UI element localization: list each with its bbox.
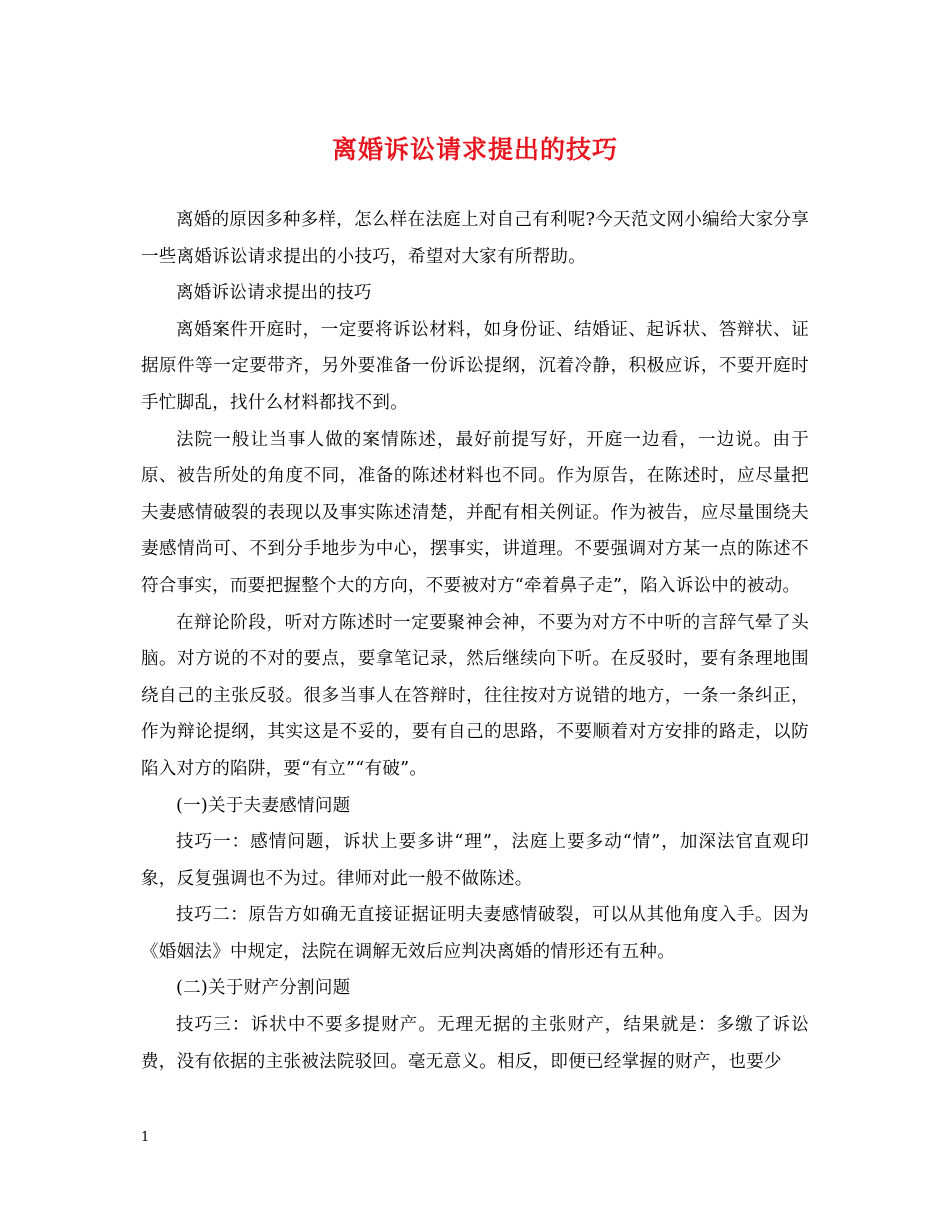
paragraph-debate: 在辩论阶段，听对方陈述时一定要聚神会神，不要为对方不中听的言辞气晕了头脑。对方说的不对的要点，要拿笔记录，然后继续向下听。在反驳时，要有条理地围绕自己的主张反驳。很多当事人在答辩时，往往按对方说错的地方，一条一条纠正，作为辩论提纲，其实这是不妥的，要有自己的思路，不要顺着对方安排的路走，以防陷入对方的陷阱，要“有立”“有破”。	[141, 612, 809, 779]
document-title: 离婚诉讼请求提出的技巧	[331, 135, 618, 164]
paragraph-tip-three: 技巧三：诉状中不要多提财产。无理无据的主张财产，结果就是：多缴了诉讼费，没有依据的主张被法院驳回。毫无意义。相反，即便已经掌握的财产，也要少	[141, 1015, 809, 1072]
section-heading-emotion: (一)关于夫妻感情问题	[176, 795, 351, 816]
document-body	[141, 202, 809, 1080]
paragraph-materials: 离婚案件开庭时，一定要将诉讼材料，如身份证、结婚证、起诉状、答辩状、证据原件等一定要带齐，另外要准备一份诉讼提纲，沉着冷静，积极应诉，不要开庭时手忙脚乱，找什么材料都找不到。	[141, 319, 809, 413]
paragraph-tip-one: 技巧一：感情问题，诉状上要多讲“理”，法庭上要多动“情”，加深法官直观印象，反复强调也不为过。律师对此一般不做陈述。	[141, 832, 809, 889]
page-number: 1	[141, 1130, 150, 1145]
paragraph-subtitle: 离婚诉讼请求提出的技巧	[176, 283, 372, 304]
paragraph-intro: 离婚的原因多种多样，怎么样在法庭上对自己有利呢?今天范文网小编给大家分享一些离婚诉讼请求提出的小技巧，希望对大家有所帮助。	[141, 210, 809, 267]
paragraph-statement: 法院一般让当事人做的案情陈述，最好前提写好，开庭一边看，一边说。由于原、被告所处的角度不同，准备的陈述材料也不同。作为原告，在陈述时，应尽量把夫妻感情破裂的表现以及事实陈述清楚，并配有相关例证。作为被告，应尽量围绕夫妻感情尚可、不到分手地步为中心，摆事实，讲道理。不要强调对方某一点的陈述不符合事实，而要把握整个大的方向，不要被对方“牵着鼻子走”，陷入诉讼中的被动。	[141, 429, 809, 596]
section-heading-property: (二)关于财产分割问题	[176, 978, 351, 999]
paragraph-tip-two: 技巧二：原告方如确无直接证据证明夫妻感情破裂，可以从其他角度入手。因为《婚姻法》中规定，法院在调解无效后应判决离婚的情形还有五种。	[141, 905, 809, 962]
